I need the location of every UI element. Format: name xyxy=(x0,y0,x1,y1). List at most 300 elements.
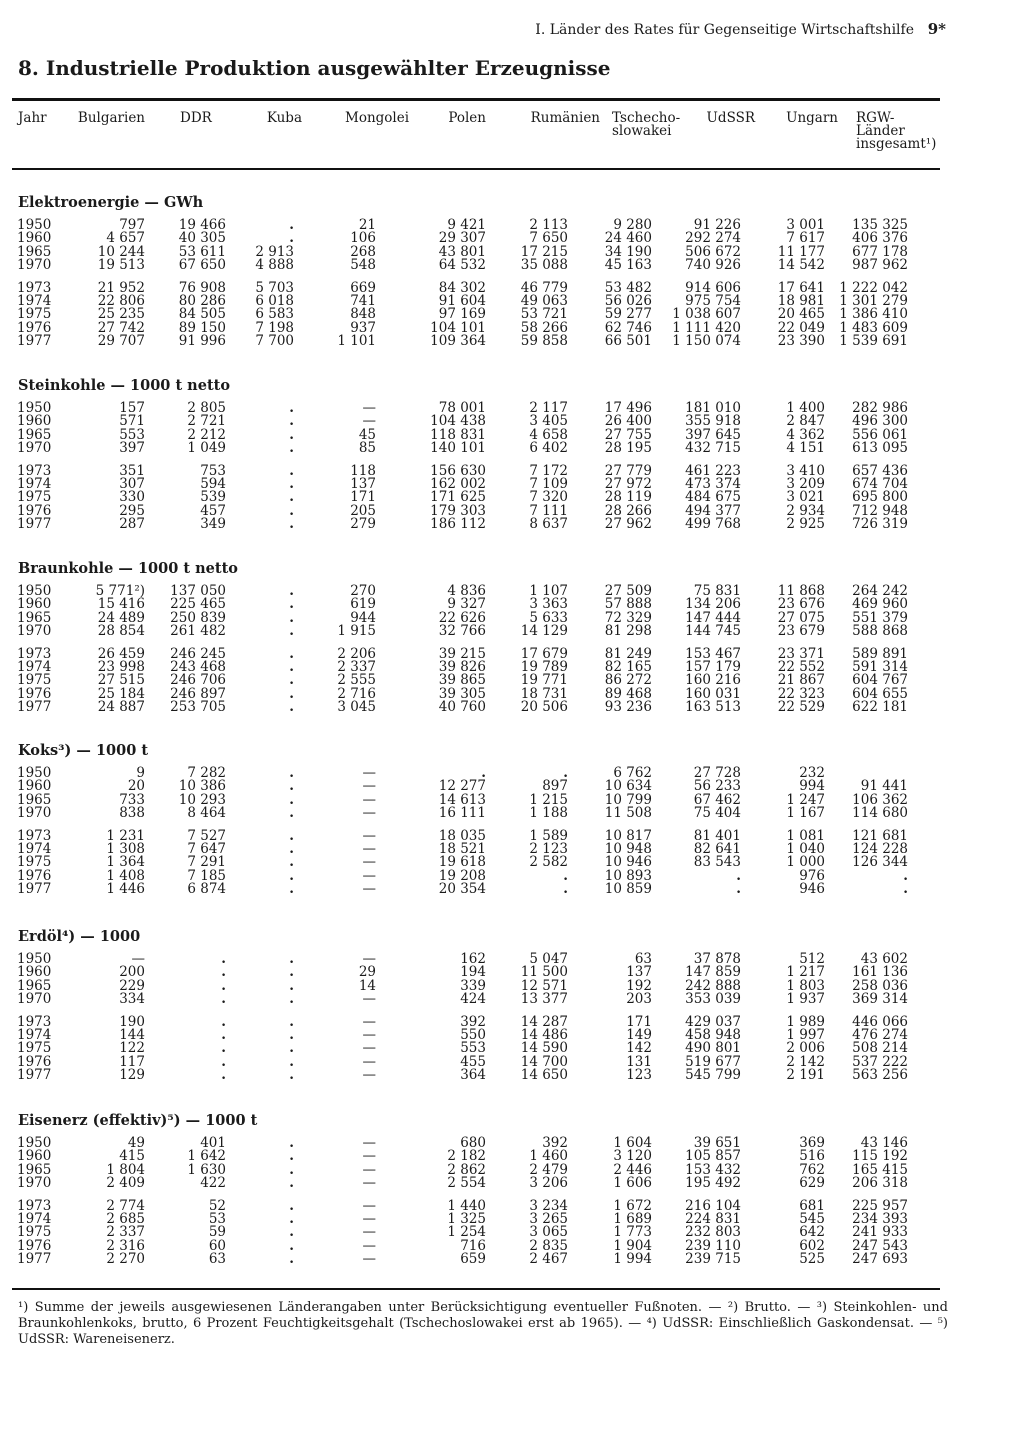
cell-kuba: . xyxy=(289,426,294,443)
cell-rgw: 589 891 xyxy=(852,645,908,662)
cell-udssr: 153 432 xyxy=(685,1161,741,1178)
cell-udssr: 490 801 xyxy=(685,1040,741,1057)
cell-tschechoslowakei: 10 799 xyxy=(604,791,652,808)
cell-udssr: 473 374 xyxy=(685,476,741,492)
cell-rumaenien: . xyxy=(563,881,568,898)
cell-tschechoslowakei: 26 400 xyxy=(604,413,652,430)
cell-udssr: 75 404 xyxy=(693,805,741,822)
row-year: 1974 xyxy=(17,1211,52,1227)
row-year: 1976 xyxy=(17,502,52,519)
cell-tschechoslowakei: 28 266 xyxy=(604,502,652,519)
cell-ungarn: 946 xyxy=(799,881,825,898)
row-year: 1960 xyxy=(17,778,52,795)
row-year: 1970 xyxy=(17,257,52,274)
cell-tschechoslowakei: 6 762 xyxy=(613,765,652,781)
cell-rgw: 987 962 xyxy=(852,257,908,274)
cell-rumaenien: 1 107 xyxy=(529,583,568,599)
cell-udssr: 144 745 xyxy=(685,623,741,640)
cell-rgw: 1 222 042 xyxy=(839,279,908,296)
cell-rumaenien: 5 633 xyxy=(529,609,568,626)
cell-kuba: . xyxy=(289,1053,294,1070)
cell-kuba: . xyxy=(289,1135,294,1151)
cell-rgw: 695 800 xyxy=(852,489,908,506)
row-year: 1976 xyxy=(17,1053,52,1070)
cell-polen: 12 277 xyxy=(438,778,486,795)
cell-ddr: 52 xyxy=(208,1197,226,1214)
cell-tschechoslowakei: 27 755 xyxy=(604,426,652,443)
cell-rgw: 1 483 609 xyxy=(839,319,908,336)
row-year: 1974 xyxy=(17,476,52,492)
cell-rgw: 114 680 xyxy=(852,805,908,822)
cell-polen: 339 xyxy=(460,977,486,994)
cell-rgw: 556 061 xyxy=(852,426,908,443)
cell-ungarn: 2 925 xyxy=(786,516,825,533)
cell-tschechoslowakei: 72 329 xyxy=(604,609,652,626)
cell-rumaenien: 8 637 xyxy=(529,516,568,533)
cell-tschechoslowakei: 10 893 xyxy=(604,867,652,884)
cell-rumaenien: 2 123 xyxy=(529,841,568,857)
cell-rgw: 508 214 xyxy=(852,1040,908,1057)
cell-kuba: . xyxy=(289,502,294,519)
cell-kuba: . xyxy=(289,476,294,492)
cell-rumaenien: 4 658 xyxy=(529,426,568,443)
table-header-rule xyxy=(12,168,940,170)
cell-tschechoslowakei: 17 496 xyxy=(604,400,652,416)
cell-bulgarien: 307 xyxy=(119,476,145,492)
column-header-rumaenien: Rumänien xyxy=(530,110,600,126)
row-year: 1977 xyxy=(17,881,52,898)
cell-udssr: 740 926 xyxy=(685,257,741,274)
cell-udssr: 81 401 xyxy=(693,827,741,844)
cell-rgw: . xyxy=(903,881,908,898)
cell-ungarn: 21 867 xyxy=(777,672,825,689)
row-year: 1974 xyxy=(17,841,52,857)
cell-polen: 29 307 xyxy=(438,230,486,247)
cell-polen: 40 760 xyxy=(438,699,486,716)
cell-tschechoslowakei: 1 689 xyxy=(613,1211,652,1227)
cell-ungarn: 23 390 xyxy=(777,333,825,350)
cell-ungarn: 2 191 xyxy=(786,1067,825,1084)
cell-tschechoslowakei: 24 460 xyxy=(604,230,652,247)
cell-polen: 91 604 xyxy=(438,293,486,309)
row-year: 1974 xyxy=(17,1027,52,1043)
cell-polen: 78 001 xyxy=(438,400,486,416)
cell-bulgarien: 2 774 xyxy=(106,1197,145,1214)
cell-kuba: . xyxy=(289,1040,294,1057)
cell-udssr: 232 803 xyxy=(685,1224,741,1241)
cell-kuba: . xyxy=(289,805,294,822)
cell-bulgarien: 9 xyxy=(136,765,145,781)
row-year: 1973 xyxy=(17,1197,52,1214)
cell-ungarn: 1 167 xyxy=(786,805,825,822)
cell-tschechoslowakei: 82 165 xyxy=(604,659,652,675)
cell-rgw: 476 274 xyxy=(852,1027,908,1043)
cell-ungarn: 1 000 xyxy=(786,854,825,871)
cell-udssr: 91 226 xyxy=(693,217,741,233)
cell-ungarn: 512 xyxy=(799,951,825,967)
cell-ddr: 10 386 xyxy=(178,778,226,795)
cell-rgw: 161 136 xyxy=(852,964,908,981)
cell-ddr: 539 xyxy=(200,489,226,506)
cell-bulgarien: 23 998 xyxy=(97,659,145,675)
cell-kuba: . xyxy=(289,609,294,626)
cell-tschechoslowakei: 45 163 xyxy=(604,257,652,274)
cell-rgw: 496 300 xyxy=(852,413,908,430)
cell-kuba: . xyxy=(289,1237,294,1254)
cell-rgw: 406 376 xyxy=(852,230,908,247)
cell-rgw: 247 543 xyxy=(852,1237,908,1254)
cell-tschechoslowakei: 62 746 xyxy=(604,319,652,336)
cell-mongolei: — xyxy=(362,841,376,857)
row-year: 1965 xyxy=(17,426,52,443)
cell-kuba: 2 913 xyxy=(255,243,294,260)
cell-bulgarien: 29 707 xyxy=(97,333,145,350)
row-year: 1973 xyxy=(17,279,52,296)
cell-tschechoslowakei: 86 272 xyxy=(604,672,652,689)
cell-mongolei: 548 xyxy=(350,257,376,274)
cell-ddr: 6 874 xyxy=(187,881,226,898)
cell-tschechoslowakei: 81 249 xyxy=(604,645,652,662)
cell-rumaenien: 19 771 xyxy=(520,672,568,689)
cell-rgw: 726 319 xyxy=(852,516,908,533)
table-row xyxy=(0,441,1024,455)
row-year: 1960 xyxy=(17,230,52,247)
cell-mongolei: 669 xyxy=(350,279,376,296)
cell-bulgarien: 2 270 xyxy=(106,1251,145,1268)
cell-ungarn: 14 542 xyxy=(777,257,825,274)
cell-kuba: . xyxy=(289,1013,294,1030)
row-year: 1977 xyxy=(17,333,52,350)
cell-rgw: 264 242 xyxy=(852,583,908,599)
table-row xyxy=(0,700,1024,714)
table-row xyxy=(0,992,1024,1006)
cell-kuba: . xyxy=(289,462,294,479)
cell-mongolei: 848 xyxy=(350,306,376,323)
cell-polen: 39 215 xyxy=(438,645,486,662)
cell-mongolei: 2 555 xyxy=(337,672,376,689)
cell-mongolei: — xyxy=(362,791,376,808)
cell-tschechoslowakei: 27 972 xyxy=(604,476,652,492)
cell-ungarn: 3 209 xyxy=(786,476,825,492)
row-year: 1950 xyxy=(17,951,52,967)
cell-bulgarien: 838 xyxy=(119,805,145,822)
cell-mongolei: 21 xyxy=(358,217,376,233)
cell-udssr: 432 715 xyxy=(685,440,741,457)
cell-ungarn: 994 xyxy=(799,778,825,795)
cell-ddr: 1 642 xyxy=(187,1148,226,1165)
cell-tschechoslowakei: 1 606 xyxy=(613,1175,652,1192)
cell-rgw: 115 192 xyxy=(852,1148,908,1165)
cell-mongolei: — xyxy=(362,1040,376,1057)
cell-rgw: 369 314 xyxy=(852,991,908,1008)
cell-polen: 162 xyxy=(460,951,486,967)
cell-ddr: 2 805 xyxy=(187,400,226,416)
cell-kuba: . xyxy=(289,623,294,640)
column-header-jahr: Jahr xyxy=(18,110,47,126)
cell-tschechoslowakei: 123 xyxy=(626,1067,652,1084)
cell-tschechoslowakei: 1 672 xyxy=(613,1197,652,1214)
cell-rgw: 43 602 xyxy=(860,951,908,967)
cell-rumaenien: 3 363 xyxy=(529,596,568,613)
cell-tschechoslowakei: 9 280 xyxy=(613,217,652,233)
cell-kuba: 7 198 xyxy=(255,319,294,336)
section-title: Elektroenergie — GWh xyxy=(18,194,204,211)
column-header-mongolei: Mongolei xyxy=(345,110,410,126)
cell-rumaenien: 58 266 xyxy=(520,319,568,336)
row-year: 1960 xyxy=(17,1148,52,1165)
cell-ddr: 53 611 xyxy=(178,243,226,260)
cell-ddr: 1 630 xyxy=(187,1161,226,1178)
cell-bulgarien: 2 316 xyxy=(106,1237,145,1254)
cell-rumaenien: 7 172 xyxy=(529,462,568,479)
cell-rgw: 613 095 xyxy=(852,440,908,457)
cell-ddr: 422 xyxy=(200,1175,226,1192)
cell-rumaenien: 49 063 xyxy=(520,293,568,309)
cell-rgw: 106 362 xyxy=(852,791,908,808)
cell-ddr: 401 xyxy=(200,1135,226,1151)
cell-mongolei: 118 xyxy=(350,462,376,479)
cell-udssr: 216 104 xyxy=(685,1197,741,1214)
cell-kuba: . xyxy=(289,685,294,702)
row-year: 1965 xyxy=(17,977,52,994)
cell-polen: 104 101 xyxy=(430,319,486,336)
row-year: 1970 xyxy=(17,1175,52,1192)
cell-ddr: . xyxy=(221,1053,226,1070)
cell-ddr: 246 897 xyxy=(170,685,226,702)
row-year: 1976 xyxy=(17,867,52,884)
cell-ungarn: 27 075 xyxy=(777,609,825,626)
cell-polen: 39 826 xyxy=(438,659,486,675)
cell-tschechoslowakei: 28 119 xyxy=(604,489,652,506)
table-row xyxy=(0,1176,1024,1190)
cell-ungarn: 1 217 xyxy=(786,964,825,981)
cell-rgw: 124 228 xyxy=(852,841,908,857)
cell-polen: 19 208 xyxy=(438,867,486,884)
cell-polen: 4 836 xyxy=(447,583,486,599)
cell-mongolei: 137 xyxy=(350,476,376,492)
cell-rumaenien: 18 731 xyxy=(520,685,568,702)
cell-ungarn: 4 151 xyxy=(786,440,825,457)
cell-rumaenien: 6 402 xyxy=(529,440,568,457)
row-year: 1950 xyxy=(17,217,52,233)
cell-kuba: . xyxy=(289,230,294,247)
row-year: 1965 xyxy=(17,1161,52,1178)
cell-ddr: . xyxy=(221,1040,226,1057)
cell-rgw: 126 344 xyxy=(852,854,908,871)
cell-ungarn: 2 847 xyxy=(786,413,825,430)
cell-rgw: 121 681 xyxy=(852,827,908,844)
cell-kuba: . xyxy=(289,977,294,994)
cell-bulgarien: 24 489 xyxy=(97,609,145,626)
cell-udssr: 519 677 xyxy=(685,1053,741,1070)
cell-rumaenien: 13 377 xyxy=(520,991,568,1008)
cell-udssr: 242 888 xyxy=(685,977,741,994)
cell-tschechoslowakei: 34 190 xyxy=(604,243,652,260)
cell-ddr: . xyxy=(221,1013,226,1030)
cell-mongolei: 2 716 xyxy=(337,685,376,702)
cell-ungarn: 1 400 xyxy=(786,400,825,416)
cell-ddr: . xyxy=(221,1067,226,1084)
cell-polen: 109 364 xyxy=(430,333,486,350)
row-year: 1975 xyxy=(17,854,52,871)
cell-kuba: . xyxy=(289,964,294,981)
cell-kuba: . xyxy=(289,400,294,416)
cell-ungarn: 232 xyxy=(799,765,825,781)
section-title: Eisenerz (effektiv)⁵) — 1000 t xyxy=(18,1112,258,1129)
cell-tschechoslowakei: 142 xyxy=(626,1040,652,1057)
cell-udssr: 239 715 xyxy=(685,1251,741,1268)
table-row xyxy=(0,806,1024,820)
cell-rgw: 282 986 xyxy=(852,400,908,416)
cell-ungarn: 1 081 xyxy=(786,827,825,844)
cell-bulgarien: 4 657 xyxy=(106,230,145,247)
column-header-rgw: RGW- Länder insgesamt¹) xyxy=(856,110,937,152)
section-title: Erdöl⁴) — 1000 xyxy=(18,928,141,945)
column-header-udssr: UdSSR xyxy=(706,110,755,126)
cell-udssr: 397 645 xyxy=(685,426,741,443)
cell-ungarn: 11 868 xyxy=(777,583,825,599)
cell-kuba: . xyxy=(289,765,294,781)
column-header-ddr: DDR xyxy=(180,110,212,126)
cell-ddr: . xyxy=(221,1027,226,1043)
cell-rumaenien: 14 129 xyxy=(520,623,568,640)
cell-rgw: 225 957 xyxy=(852,1197,908,1214)
cell-tschechoslowakei: 11 508 xyxy=(604,805,652,822)
cell-kuba: . xyxy=(289,1067,294,1084)
cell-mongolei: — xyxy=(362,400,376,416)
cell-tschechoslowakei: 53 482 xyxy=(604,279,652,296)
cell-udssr: 39 651 xyxy=(693,1135,741,1151)
cell-polen: 43 801 xyxy=(438,243,486,260)
cell-udssr: 506 672 xyxy=(685,243,741,260)
cell-ungarn: 22 529 xyxy=(777,699,825,716)
cell-ddr: 253 705 xyxy=(170,699,226,716)
cell-rgw: 604 767 xyxy=(852,672,908,689)
cell-udssr: 355 918 xyxy=(685,413,741,430)
cell-bulgarien: 28 854 xyxy=(97,623,145,640)
cell-rumaenien: 11 500 xyxy=(520,964,568,981)
cell-udssr: 975 754 xyxy=(685,293,741,309)
cell-rumaenien: 7 109 xyxy=(529,476,568,492)
cell-rumaenien: 2 467 xyxy=(529,1251,568,1268)
cell-tschechoslowakei: 93 236 xyxy=(604,699,652,716)
cell-kuba: . xyxy=(289,1027,294,1043)
cell-udssr: 484 675 xyxy=(685,489,741,506)
cell-ungarn: 525 xyxy=(799,1251,825,1268)
cell-ddr: 89 150 xyxy=(178,319,226,336)
cell-polen: 1 440 xyxy=(447,1197,486,1214)
cell-mongolei: — xyxy=(362,1161,376,1178)
cell-mongolei: 29 xyxy=(358,964,376,981)
cell-udssr: 494 377 xyxy=(685,502,741,519)
cell-kuba: . xyxy=(289,1211,294,1227)
cell-bulgarien: 129 xyxy=(119,1067,145,1084)
cell-kuba: . xyxy=(289,991,294,1008)
cell-mongolei: — xyxy=(362,1211,376,1227)
cell-mongolei: 2 337 xyxy=(337,659,376,675)
cell-polen: 84 302 xyxy=(438,279,486,296)
cell-ungarn: 2 142 xyxy=(786,1053,825,1070)
cell-ungarn: 2 006 xyxy=(786,1040,825,1057)
cell-ddr: 7 527 xyxy=(187,827,226,844)
cell-ddr: 261 482 xyxy=(170,623,226,640)
cell-polen: 2 182 xyxy=(447,1148,486,1165)
cell-tschechoslowakei: 10 817 xyxy=(604,827,652,844)
cell-tschechoslowakei: 57 888 xyxy=(604,596,652,613)
cell-rumaenien: 2 117 xyxy=(529,400,568,416)
cell-udssr: 224 831 xyxy=(685,1211,741,1227)
cell-tschechoslowakei: 137 xyxy=(626,964,652,981)
cell-rgw: 622 181 xyxy=(852,699,908,716)
cell-ungarn: 516 xyxy=(799,1148,825,1165)
cell-tschechoslowakei: 66 501 xyxy=(604,333,652,350)
row-year: 1970 xyxy=(17,805,52,822)
cell-tschechoslowakei: 1 604 xyxy=(613,1135,652,1151)
cell-kuba: . xyxy=(289,516,294,533)
cell-udssr: 239 110 xyxy=(685,1237,741,1254)
row-year: 1975 xyxy=(17,306,52,323)
cell-udssr: 147 444 xyxy=(685,609,741,626)
footnote: ¹) Summe der jeweils ausgewiesenen Länderangaben unter Berücksichtigung eventueller Fußnoten. — ²) Brutto. — ³) Steinkohlen- und Braunkohlenkoks, brutto, 6 Prozent Feuchtigkeitsgehalt (Tschechoslowakei erst ab 1965). — ⁴) UdSSR: Einschließlich Gaskondensat. — ⁵) UdSSR: Wareneisenerz. xyxy=(18,1300,948,1347)
cell-tschechoslowakei: 28 195 xyxy=(604,440,652,457)
cell-polen: 9 421 xyxy=(447,217,486,233)
cell-rumaenien: 7 111 xyxy=(529,502,568,519)
cell-mongolei: 944 xyxy=(350,609,376,626)
cell-polen: 39 305 xyxy=(438,685,486,702)
cell-tschechoslowakei: 27 779 xyxy=(604,462,652,479)
cell-polen: 20 354 xyxy=(438,881,486,898)
cell-rumaenien: 19 789 xyxy=(520,659,568,675)
cell-mongolei: — xyxy=(362,1197,376,1214)
cell-ddr: 250 839 xyxy=(170,609,226,626)
cell-rumaenien: 7 650 xyxy=(529,230,568,247)
row-year: 1977 xyxy=(17,1067,52,1084)
cell-ungarn: 762 xyxy=(799,1161,825,1178)
cell-mongolei: 279 xyxy=(350,516,376,533)
cell-mongolei: 619 xyxy=(350,596,376,613)
table-title: 8. Industrielle Produktion ausgewählter Erzeugnisse xyxy=(18,56,611,80)
cell-udssr: 160 031 xyxy=(685,685,741,702)
cell-udssr: 160 216 xyxy=(685,672,741,689)
cell-mongolei: 45 xyxy=(358,426,376,443)
cell-rgw: 91 441 xyxy=(860,778,908,795)
cell-udssr: 545 799 xyxy=(685,1067,741,1084)
cell-rumaenien: 5 047 xyxy=(529,951,568,967)
row-year: 1960 xyxy=(17,413,52,430)
cell-kuba: . xyxy=(289,1161,294,1178)
row-year: 1976 xyxy=(17,1237,52,1254)
cell-tschechoslowakei: 203 xyxy=(626,991,652,1008)
row-year: 1960 xyxy=(17,964,52,981)
cell-tschechoslowakei: 192 xyxy=(626,977,652,994)
cell-udssr: . xyxy=(736,881,741,898)
cell-polen: 156 630 xyxy=(430,462,486,479)
column-header-tschechoslowakei: Tschecho- slowakei xyxy=(612,110,681,139)
cell-bulgarien: 2 337 xyxy=(106,1224,145,1241)
cell-ungarn: 3 001 xyxy=(786,217,825,233)
cell-ddr: 137 050 xyxy=(170,583,226,599)
section-title: Steinkohle — 1000 t netto xyxy=(18,377,231,394)
cell-bulgarien: 733 xyxy=(119,791,145,808)
cell-bulgarien: 330 xyxy=(119,489,145,506)
cell-tschechoslowakei: 2 446 xyxy=(613,1161,652,1178)
cell-kuba: . xyxy=(289,1197,294,1214)
cell-mongolei: 171 xyxy=(350,489,376,506)
cell-udssr: 499 768 xyxy=(685,516,741,533)
row-year: 1974 xyxy=(17,293,52,309)
cell-rumaenien: 14 287 xyxy=(520,1013,568,1030)
cell-ungarn: 22 552 xyxy=(777,659,825,675)
